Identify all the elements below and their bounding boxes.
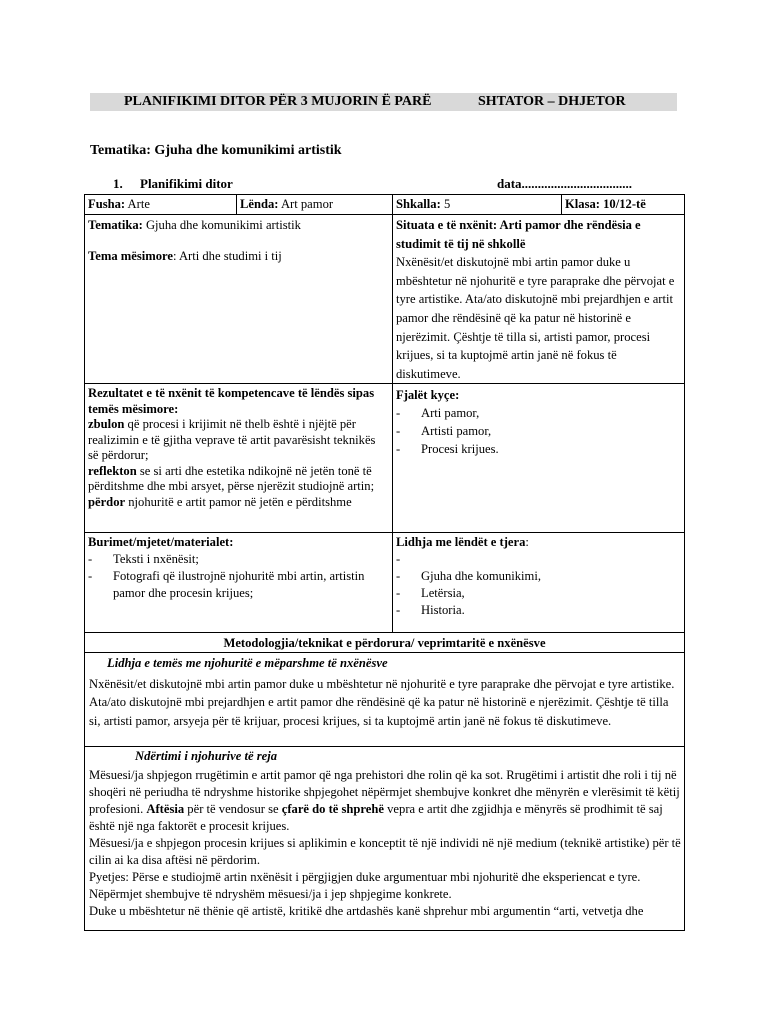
section-text: Mësuesi/ja e shpjegon procesin krijues si aplikimin e konceptit të një individi në një medium (teknikë artistike) për të cilin ai ka disa aftësi në përdorim. <box>89 836 681 867</box>
list-item: - Artisti pamor, <box>396 422 681 440</box>
situata-cell <box>392 215 685 384</box>
shkalla-cell <box>392 194 561 214</box>
rezultat-item: zbulon që procesi i krijimit në thelb është i njëjtë për realizimin e të gjitha veprave të artit pavarësisht teknikës së përdorur; <box>88 417 376 462</box>
burimet-title: Burimet/mjetet/materialet: <box>88 535 234 549</box>
lenda-value: Art pamor <box>278 197 334 211</box>
list-item: - Letërsia, <box>396 585 681 602</box>
resources-list <box>88 551 388 602</box>
shkalla-value: 5 <box>440 197 451 211</box>
keyword-list <box>396 404 681 458</box>
section-title: Lidhja e temës me njohuritë e mëparshme të nxënësve <box>107 656 388 670</box>
section-text: Pyetjes: Përse e studiojmë artin nxënësit i përgjigjen duke argumentuar mbi njohuritë dhe eksperiencat e tyre. Nëpërmjet shembujve të ndryshëm mësuesi/ja i jep shpjegime konkrete. <box>89 870 641 901</box>
fusha-label: Fusha: <box>88 197 126 211</box>
section-title: Ndërtimi i njohurive të reja <box>135 749 278 763</box>
lidhja-njohurite-cell <box>84 653 685 731</box>
tematika-cell <box>84 215 392 266</box>
ndertimi-cell <box>84 747 685 921</box>
fusha-cell <box>84 194 236 214</box>
lidhja-cell: Lidhja me lëndët e tjera: - - Gjuha dhe komunikimi, - Letërsia, - Historia. <box>392 533 685 620</box>
list-item: - Procesi krijues. <box>396 440 681 458</box>
tema-label: Tema mësimore <box>88 249 173 263</box>
period-title: SHTATOR – DHJETOR <box>478 94 626 109</box>
lenda-label: Lënda: <box>240 197 279 211</box>
list-item <box>396 551 681 568</box>
plan-label: Planifikimi ditor <box>140 176 233 191</box>
rezultat-item: reflekton se si arti dhe estetika ndikojnë në jetën tonë të përditshme dhe mbi arsyet, përse njerëzit studiojnë artin; <box>88 463 375 493</box>
tema-value: : Arti dhe studimi i tij <box>173 249 282 263</box>
list-item: - Historia. <box>396 602 681 619</box>
rezultat-item: përdor njohuritë e artit pamor në jetën e përditshme <box>88 494 352 509</box>
title-banner <box>90 93 677 111</box>
list-item: - Gjuha dhe komunikimi, <box>396 568 681 585</box>
date-field: data.................................. <box>497 176 633 191</box>
burimet-cell <box>84 533 392 603</box>
list-item: - Arti pamor, <box>396 404 681 422</box>
shkalla-label: Shkalla: <box>396 197 441 211</box>
tematika-label: Tematika: <box>88 218 143 232</box>
tematika-value: Gjuha dhe komunikimi artistik <box>142 218 301 232</box>
lenda-cell <box>236 194 392 214</box>
section-text: Nxënësit/et diskutojnë mbi artin pamor duke u mbështetur në njohuritë e tyre paraprake dhe përvojat e tyre artistike. Ata/ato diskutojnë mbi prejardhjen e artit pamor dhe rëndësinë që ka patur në historinë e njerëzimit. Çështje të tilla si, artisti pamor, arsyeja për të krijuar, procesi krijues, si ta kuptojmë artin janë në fokus të diskutimeve. <box>89 676 675 728</box>
rezultatet-cell <box>84 385 392 511</box>
metodologjia-heading: Metodologjia/teknikat e përdorura/ veprimtaritë e nxënësve <box>223 636 546 650</box>
fjalet-cell <box>392 385 685 459</box>
situata-title: Situata e të nxënit: Arti pamor dhe rëndësia e studimit të tij në shkollë <box>396 218 641 251</box>
plan-number: 1. <box>113 176 123 191</box>
fjalet-title: Fjalët kyçe: <box>396 388 460 402</box>
klasa-cell: Klasa: 10/12-të <box>565 197 646 211</box>
situata-text: Nxënësit/et diskutojnë mbi artin pamor duke u mbështetur në njohuritë e tyre paraprake dhe përvojat e tyre artistike. Ata/ato diskutojnë mbi prejardhjen e artit pamor dhe rëndësinë që ka patur në historinë e njerëzimit. Çështje të tilla si, artisti pamor, procesi krijues, si ta kuptojmë artin janë në fokus të diskutimeve. <box>396 255 675 381</box>
list-item: - Fotografi që ilustrojnë njohuritë mbi artin, artistin pamor dhe procesin krijues; <box>88 568 388 602</box>
section-text: Duke u mbështetur në thënie që artistë, kritikë dhe artdashës kanë shprehur mbi argumentin “arti, vetvetja dhe <box>89 904 644 918</box>
tematika-heading: Tematika: Gjuha dhe komunikimi artistik <box>90 143 342 158</box>
section-text: Mësuesi/ja shpjegon rrugëtimin e artit pamor që nga prehistori dhe rolin që ka sot. Rrugëtimi i artistit dhe roli i tij në shoqëri në periudha të ndryshme historike shpjegohet nëpërmjet shembujve konkret dhe mënyrën e vlerësimit të këtij profesioni. Aftësia për të vendosur se çfarë do të shprehë vepra e artit dhe zgjidhja e mënyrës së prodhimit të saj është një nga faktorët e procesit krijues. <box>89 768 680 833</box>
fusha-value: Arte <box>125 197 150 211</box>
page-title: PLANIFIKIMI DITOR PËR 3 MUJORIN Ë PARË <box>124 94 432 109</box>
subjects-list <box>396 551 681 619</box>
rezultatet-title: Rezultatet e të nxënit të kompetencave të lëndës sipas temës mësimore: <box>88 386 375 416</box>
list-item: - Teksti i nxënësit; <box>88 551 388 568</box>
lidhja-title: Lidhja me lëndët e tjera <box>396 535 526 549</box>
